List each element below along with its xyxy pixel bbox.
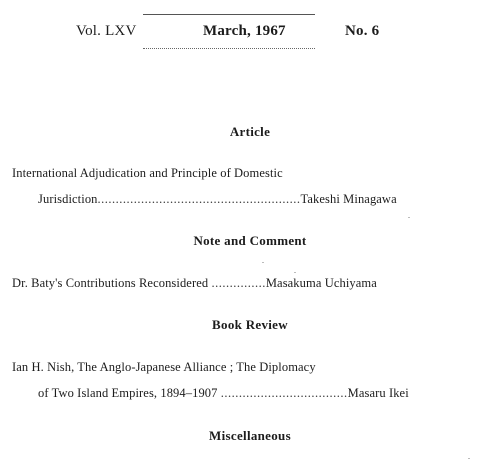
issue-number: No. 6 [345,23,380,39]
section-heading-article: Article [229,124,271,139]
masthead-bottom-rule [143,48,315,49]
dot-leader: ................................... [220,386,348,400]
section-heading-review: Book Review [212,317,288,332]
article-title-line2 [38,192,397,207]
volume-label: Vol. LXV [76,23,137,39]
note-title: Dr. Baty's Contributions Reconsidered [12,276,209,290]
note-author: Masakuma Uchiyama [265,276,377,290]
review-title-line2 [38,386,409,401]
masthead-top-rule [143,14,315,15]
scan-speck [468,458,470,459]
section-heading-misc: Miscellaneous [209,428,291,443]
dot-leader: ........................................................ [97,192,301,206]
note-entry [12,276,377,291]
section-heading-note: Note and Comment [193,233,307,248]
article-title-text: Jurisdiction [38,192,98,206]
scan-speck [408,217,410,218]
scan-speck [262,262,264,263]
review-title-text: of Two Island Empires, 1894–1907 [38,386,218,400]
scan-speck [294,272,296,273]
article-title-line1: International Adjudication and Principle of Domestic [12,166,283,180]
article-author: Takeshi Minagawa [300,192,397,206]
review-author: Masaru Ikei [347,386,409,400]
dot-leader: ............... [211,276,266,290]
review-title-line1: Ian H. Nish, The Anglo-Japanese Alliance ; The Diplomacy [12,360,316,374]
issue-date: March, 1967 [203,23,286,39]
